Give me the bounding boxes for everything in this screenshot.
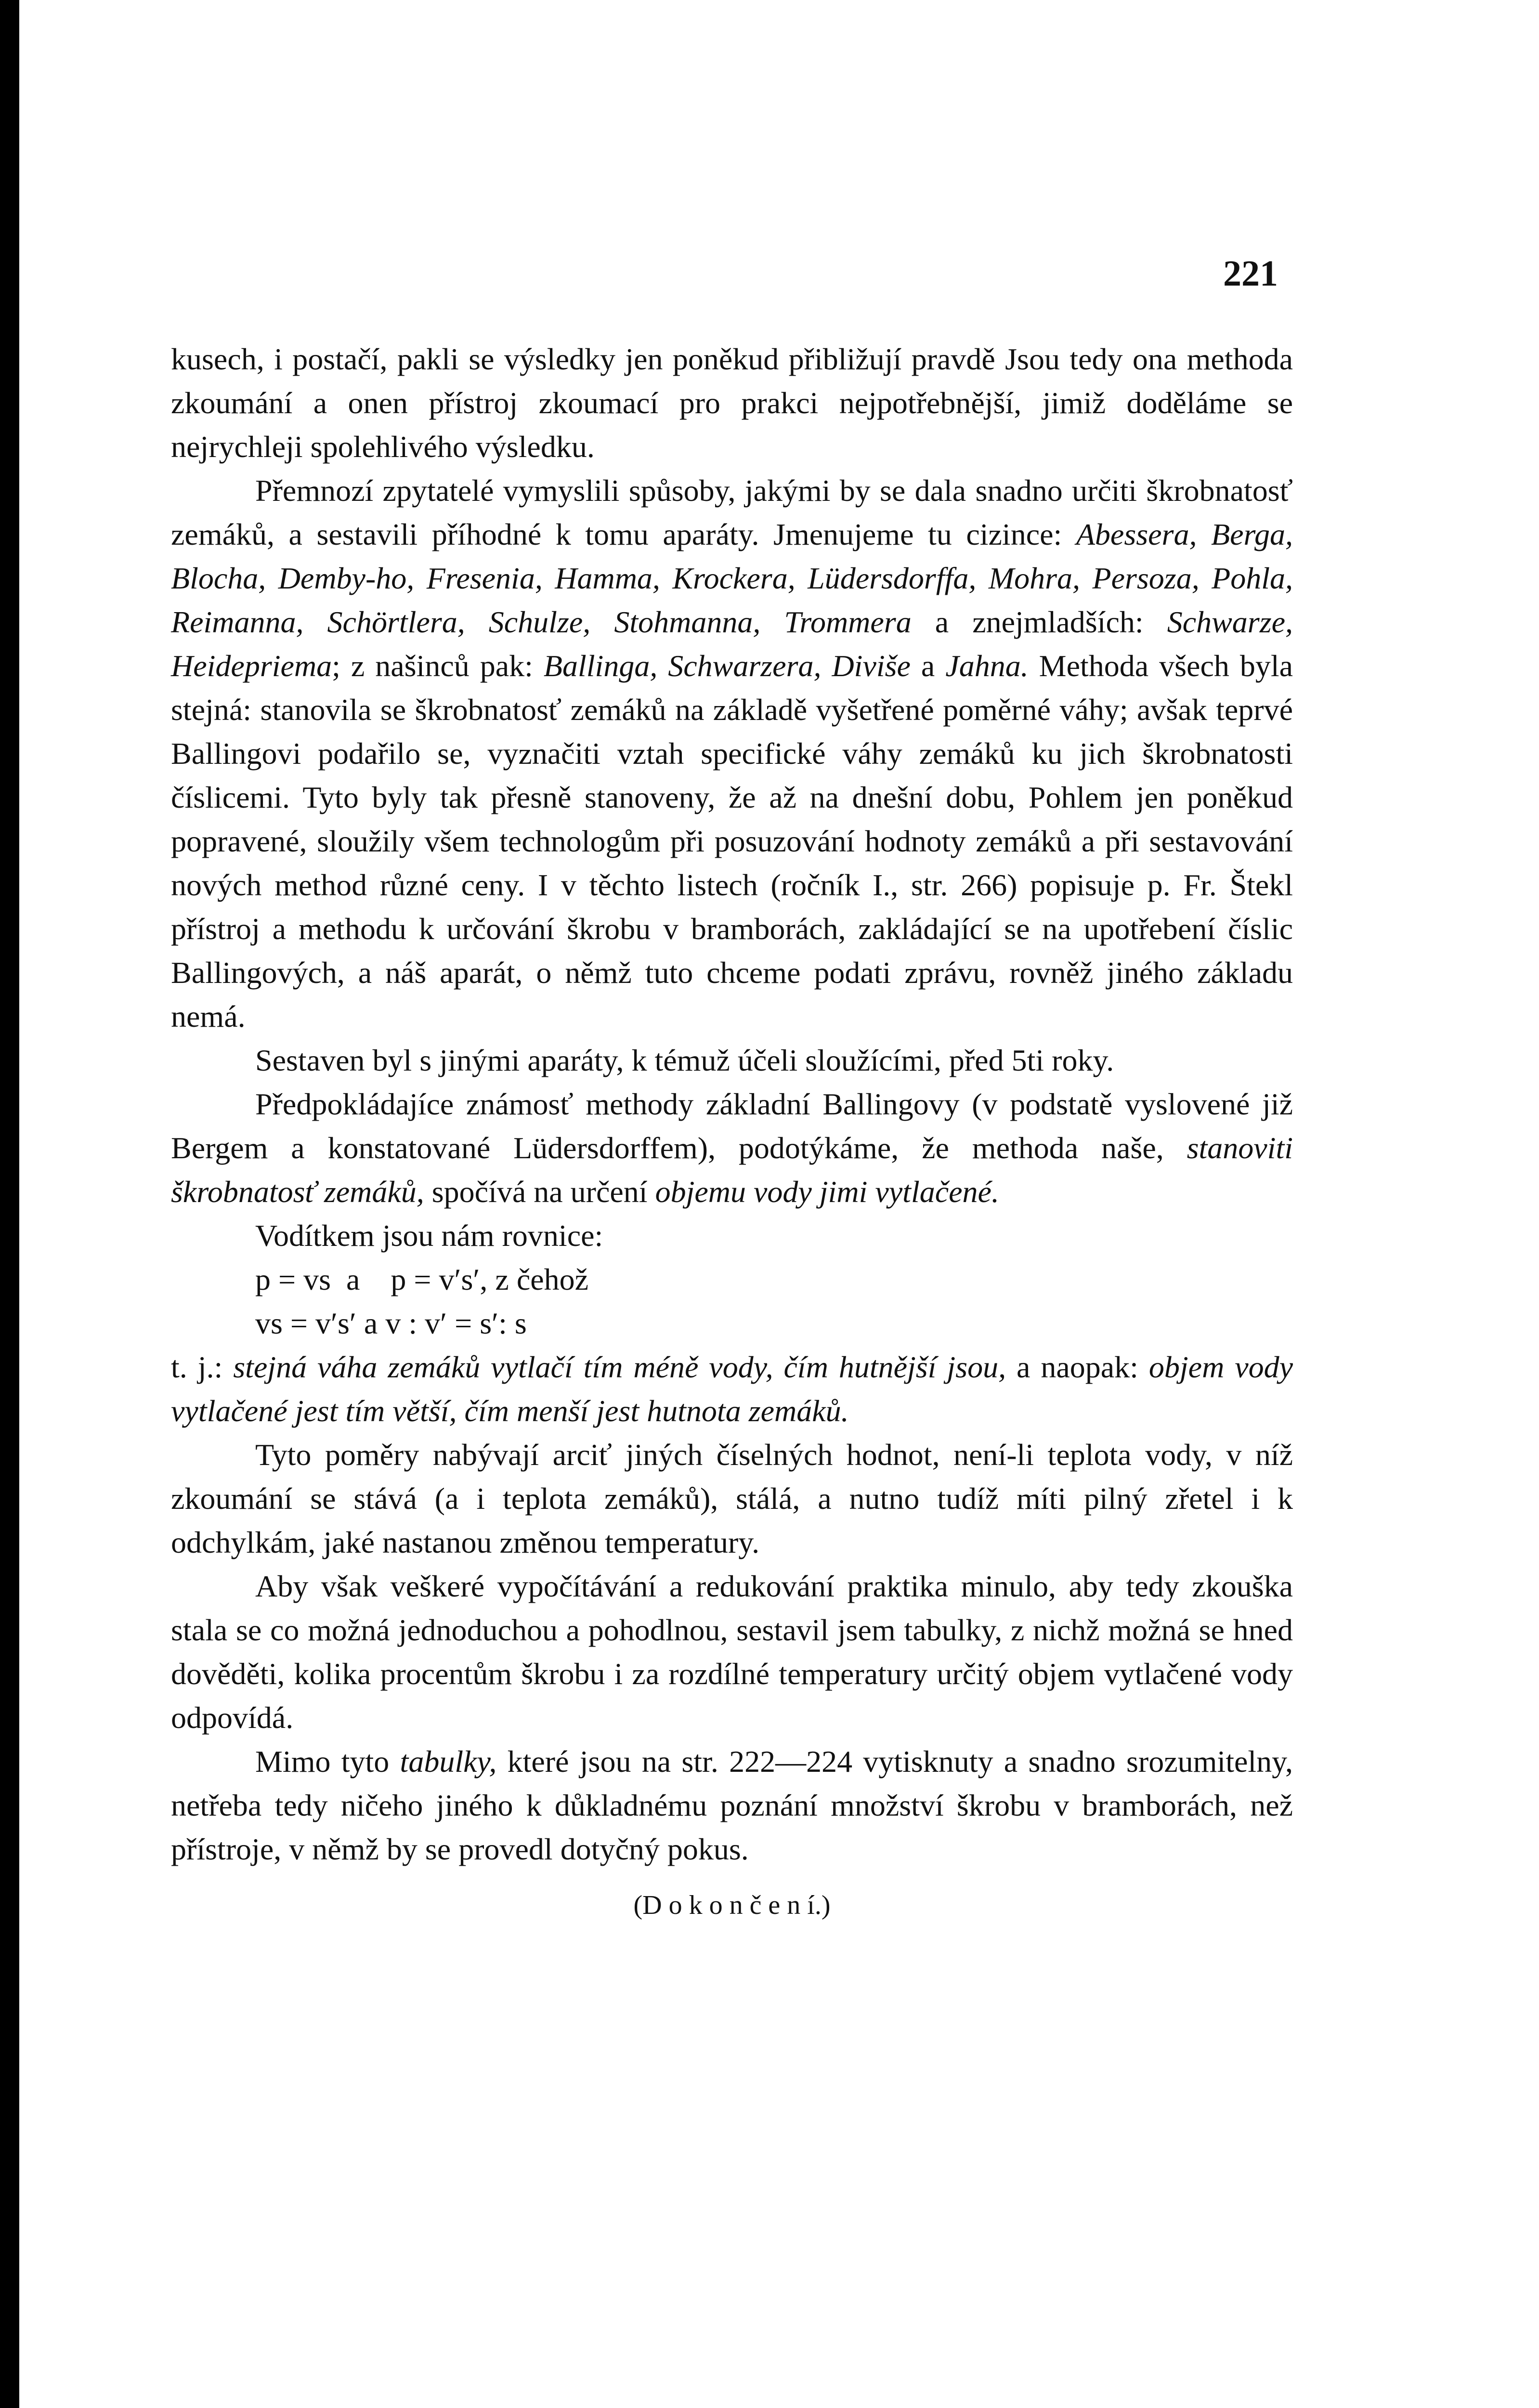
text-run: Tyto poměry nabývají arciť jiných číselných hodnot, není-li teplota vody, v níž zkoumání se stává (a i teplota zemáků), stálá, a nutno tudíž míti pilný zřetel i k odchylkám, jaké nastanou změnou temperatury. bbox=[171, 1438, 1293, 1559]
paragraphs-before-equations bbox=[171, 337, 1293, 1257]
text-run: a naopak: bbox=[1006, 1350, 1149, 1384]
paragraph bbox=[171, 1345, 1293, 1433]
paragraph bbox=[171, 1564, 1293, 1740]
paragraph bbox=[171, 1038, 1293, 1082]
paragraphs-after-equations bbox=[171, 1345, 1293, 1871]
text-run: a znejmladších: bbox=[911, 605, 1167, 639]
text-run: které jsou na str. 222—224 vytisknuty a snadno srozumitelny, netřeba tedy ničeho jiného k důkladnému poznání množství škrobu v bramborách, než přístroje, v němž by se provedl dotyčný pokus. bbox=[171, 1744, 1293, 1866]
text-run: ; z našinců pak: bbox=[332, 649, 544, 683]
paragraph bbox=[171, 1433, 1293, 1564]
italic-text: Abessera, Berga, Blocha, Demby-ho, Fresenia, Hamma, Krockera, Lüdersdorffa, Mohra, Persoza, Pohla, Reimanna, Schörtlera, Schulze, Stohmanna, Trommera bbox=[171, 517, 1293, 639]
italic-text: Ballinga, Schwarzera, Diviše bbox=[543, 649, 911, 683]
paragraph bbox=[171, 1214, 1293, 1257]
equation-line: vs = v′s′ a v : v′ = s′: s bbox=[255, 1306, 527, 1340]
continuation-note: (D o k o n č e n í.) bbox=[633, 1890, 831, 1920]
body-text bbox=[171, 337, 1293, 1927]
text-run: kusech, i postačí, pakli se výsledky jen poněkud přibližují pravdě Jsou tedy ona methoda zkoumání a onen přístroj zkoumací pro prakci nejpotřebnější, jimiž doděláme se nejrychleji spolehlivého výsledku. bbox=[171, 342, 1293, 464]
text-run: spočívá na určení bbox=[424, 1175, 655, 1209]
italic-text: stejná váha zemáků vytlačí tím méně vody, čím hutnější jsou, bbox=[233, 1350, 1006, 1384]
text-run: t. j.: bbox=[171, 1350, 234, 1384]
italic-text: tabulky, bbox=[400, 1744, 497, 1779]
text-run: Přemnozí zpytatelé vymyslili spůsoby, jakými by se dala snadno určiti škrobnatosť zemáků, a sestavili příhodné k tomu aparáty. Jmenujeme tu cizince: bbox=[171, 473, 1293, 551]
text-run: Mimo tyto bbox=[255, 1744, 400, 1779]
italic-text: objem vody vytlačené jest tím větší, čím menší jest hutnota zemáků. bbox=[171, 1350, 1293, 1428]
italic-text: Schwarze, Heidepriema bbox=[171, 605, 1293, 683]
equation-line: p = vs a p = v′s′, z čehož bbox=[255, 1262, 589, 1296]
text-run: Methoda všech byla stejná: stanovila se škrobnatosť zemáků na základě vyšetřené poměrné váhy; avšak teprvé Ballingovi podařilo se, vyznačiti vztah specifické váhy zemáků ku jich škrobnatosti číslicemi. Tyto byly tak přesně stanoveny, že až na dnešní dobu, Pohlem jen poněkud popravené, sloužily všem technologům při posuzování hodnoty zemáků a při sestavování nových method různé ceny. I v těchto listech (ročník I., str. 266) popisuje p. Fr. Štekl přístroj a methodu k určování škrobu v bramborách, zakládající se na upotřebení číslic Ballingových, a náš aparát, o němž tuto chceme podati zprávu, rovněž jiného základu nemá. bbox=[171, 649, 1293, 1034]
page-number: 221 bbox=[1223, 253, 1278, 294]
text-run: Předpokládajíce známosť methody základní Ballingovy (v podstatě vyslovené již Bergem a konstatované Lüdersdorffem), podotýkáme, že methoda naše, bbox=[171, 1087, 1293, 1165]
italic-text: objemu vody jimi vytlačené. bbox=[655, 1175, 999, 1209]
text-run: a bbox=[910, 649, 946, 683]
paragraph bbox=[171, 1082, 1293, 1214]
equations bbox=[171, 1257, 1293, 1345]
text-run: Sestaven byl s jinými aparáty, k témuž účeli sloužícími, před 5ti roky. bbox=[255, 1043, 1114, 1077]
text-run: Aby však veškeré vypočítávání a redukování praktika minulo, aby tedy zkouška stala se co možná jednoduchou a pohodlnou, sestavil jsem tabulky, z nichž možná se hned dověděti, kolika procentům škrobu i za rozdílné temperatury určitý objem vytlačené vody odpovídá. bbox=[171, 1569, 1293, 1735]
paragraph bbox=[171, 469, 1293, 1038]
paragraph bbox=[171, 337, 1293, 469]
italic-text: stanoviti škrobnatosť zemáků, bbox=[171, 1131, 1293, 1209]
scan-edge bbox=[0, 0, 19, 2408]
text-run: Vodítkem jsou nám rovnice: bbox=[255, 1218, 603, 1253]
paragraph bbox=[171, 1740, 1293, 1871]
italic-text: Jahna. bbox=[945, 649, 1029, 683]
